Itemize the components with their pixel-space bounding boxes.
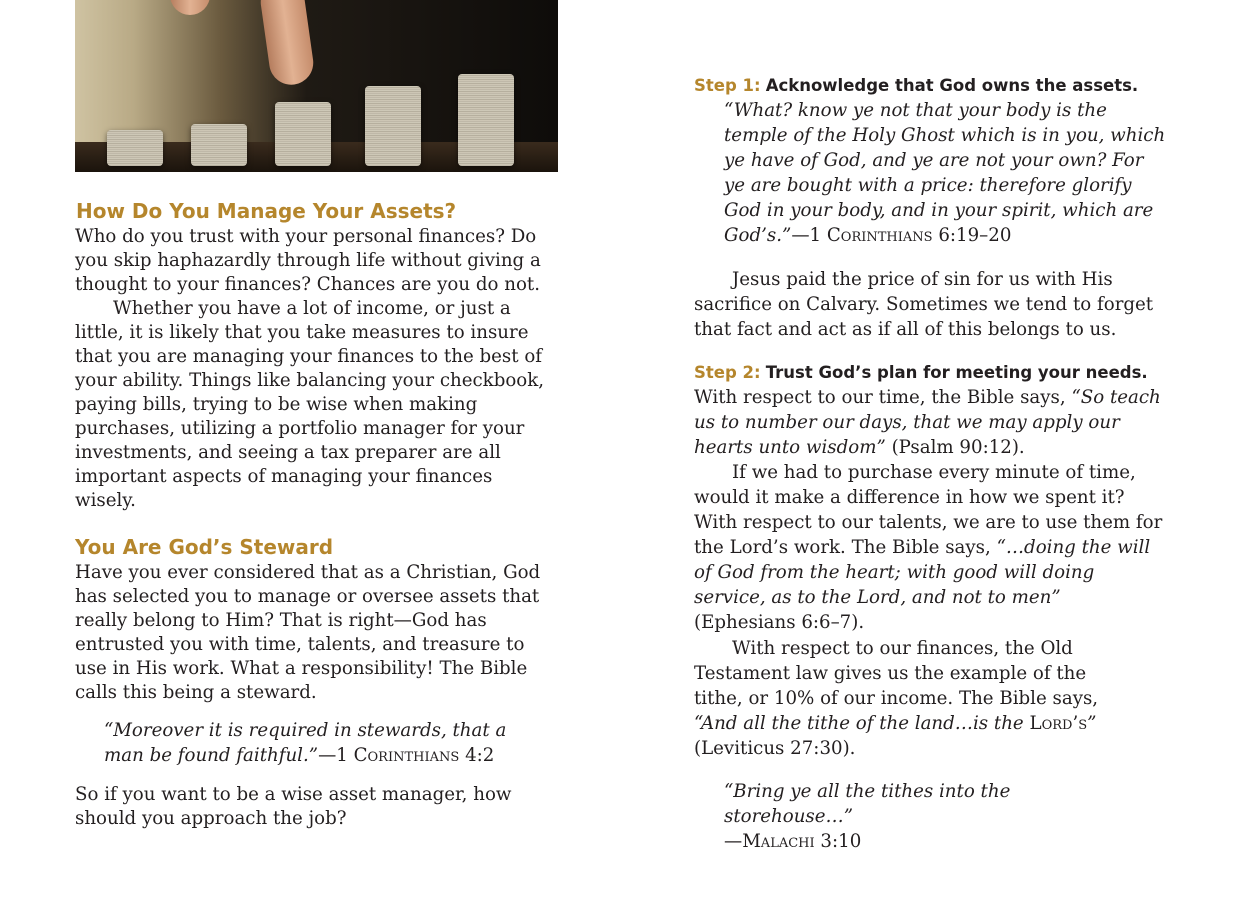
paragraph-talents	[694, 460, 1164, 635]
text-run: If we had to purchase every minute of time, would it make a difference in how we spent it? With respect to our talents, we are to use them for the Lord’s work. The Bible says,	[694, 462, 1163, 558]
coin-stack	[107, 130, 163, 166]
scripture-reference: —1 Corinthians 4:2	[318, 745, 495, 766]
paragraph-steward: Have you ever considered that as a Christian, God has selected you to manage or oversee assets that really belong to Him? That is right—God has entrusted you with time, talents, and treasure to use in His work. What a responsibility! The Bible calls this being a steward.	[75, 562, 541, 703]
scripture-reference: —Malachi 3:10	[724, 831, 862, 852]
quote-malachi-3-10	[724, 779, 1144, 854]
scripture-reference: (Ephesians 6:6–7).	[694, 612, 865, 633]
paragraph-approach: So if you want to be a wise asset manager, how should you approach the job?	[75, 784, 512, 829]
step-1-text: Acknowledge that God owns the assets.	[765, 76, 1139, 95]
lords-small-caps: Lord’s	[1029, 713, 1088, 734]
text-run: With respect to our finances, the Old Testament law gives us the example of the tithe, or 10% of our income. The Bible says,	[694, 638, 1099, 709]
coin-stack	[191, 124, 247, 166]
step-1-label: Step 1:	[694, 76, 761, 95]
quote-text: “Bring ye all the tithes into the storehouse…”	[724, 781, 1011, 827]
step-2-text: Trust God’s plan for meeting your needs.	[765, 363, 1148, 382]
coin-stack	[365, 86, 421, 166]
quote-text: “Moreover it is required in stewards, that a man be found faithful.”	[104, 720, 507, 766]
coin-stacks-photo	[75, 0, 558, 172]
scripture-quote: “…doing the will of God from the heart; with good will doing service, as to the Lord, and not to men”	[694, 537, 1151, 608]
finger-shape	[258, 0, 316, 88]
quote-corinthians-4-2	[104, 718, 524, 768]
paragraph-tithe	[694, 636, 1124, 761]
closing-quote-mark: ”	[1087, 713, 1097, 734]
step-2-label: Step 2:	[694, 363, 761, 382]
paragraph-calvary: Jesus paid the price of sin for us with His sacrifice on Calvary. Sometimes we tend to forget that fact and act as if all of this belongs to us.	[694, 269, 1154, 340]
coin-stack	[275, 102, 331, 166]
step-1-heading	[694, 74, 1138, 98]
scripture-reference: —1 Corinthians 6:19–20	[791, 225, 1012, 246]
heading-gods-steward: You Are God’s Steward	[75, 535, 334, 559]
scripture-quote: “And all the tithe of the land…is the	[694, 713, 1024, 734]
coin-stack	[458, 74, 514, 166]
text-run: With respect to our time, the Bible says,	[694, 387, 1066, 408]
heading-manage-assets: How Do You Manage Your Assets?	[76, 199, 457, 223]
step-2-heading	[694, 361, 1148, 385]
scripture-reference: (Leviticus 27:30).	[694, 738, 856, 759]
quote-corinthians-6-19	[724, 98, 1169, 248]
paragraph-time	[694, 385, 1164, 460]
paragraph-finances: Whether you have a lot of income, or just a little, it is likely that you take measures to insure that you are managing your finances to the best of your ability. Things like balancing your checkbook, paying bills, trying to be wise when making purchases, utilizing a portfolio manager for your investments, and seeing a tax preparer are all important aspects of managing your finances wisely.	[75, 298, 545, 511]
scripture-quote: “So teach us to number our days, that we may apply our hearts unto wisdom”	[694, 387, 1161, 458]
paragraph-intro: Who do you trust with your personal finances? Do you skip haphazardly through life without giving a thought to your finances? Chances are you do not.	[75, 226, 541, 295]
scripture-reference: (Psalm 90:12).	[891, 437, 1025, 458]
quote-text: “What? know ye not that your body is the temple of the Holy Ghost which is in you, which ye have of God, and ye are not your own? For ye are bought with a price: therefore glorify God in your body, and in your spirit, which are God’s.”	[724, 100, 1166, 246]
finger-shape	[170, 0, 210, 15]
